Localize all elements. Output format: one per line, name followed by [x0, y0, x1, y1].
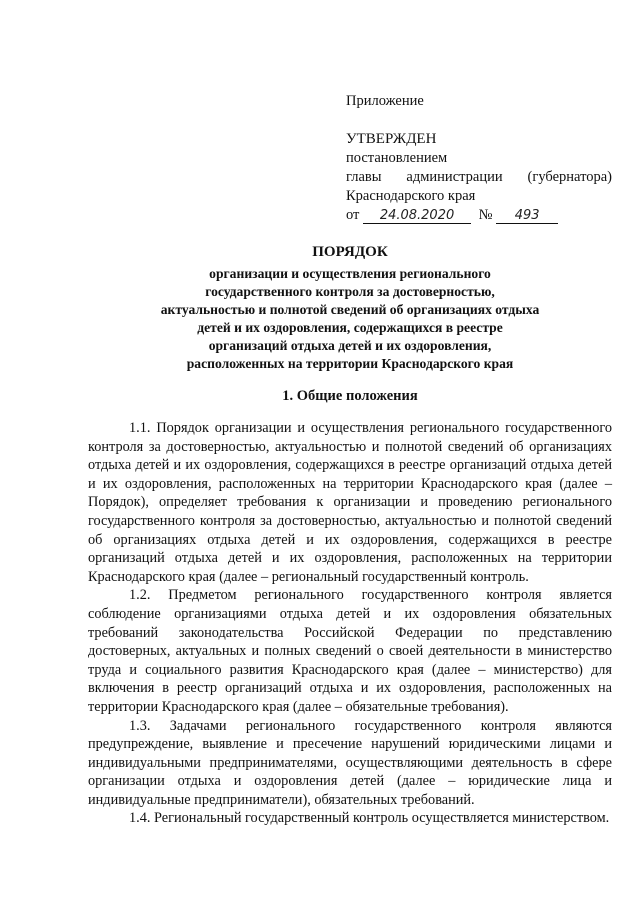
approval-line-2: [346, 168, 612, 187]
paragraph: 1.3. Задачами регионального государственного контроля являются предупреждение, выявление и пресечение нарушений юридическими лицами и индивидуальными предпринимателями, осуществляющими деятельность в сфере организации отдыха и оздоровления детей (далее – юридические лица и индивидуальные предприниматели), обязательных требований.: [88, 717, 612, 808]
title-line: организаций отдыха детей и их оздоровления,: [208, 338, 492, 353]
number-value: 493: [496, 208, 558, 224]
number-prefix: №: [478, 207, 493, 223]
paragraph: 1.4. Региональный государственный контроль осуществляется министерством.: [129, 810, 610, 827]
approval-line-3: Краснодарского края: [346, 188, 476, 204]
date-prefix: от: [346, 207, 360, 223]
paragraph: 1.1. Порядок организации и осуществления регионального государственного контроля за достоверностью, актуальностью и полнотой сведений об организациях отдыха детей и их оздоровления, содержащихся в реестре организаций отдыха детей и их оздоровления, расположенных на территории Краснодарского края (далее – Порядок), определяет требования к организации и проведению регионального государственного контроля за достоверностью, актуальностью и полнотой сведений об организациях отдыха детей и их оздоровления, содержащихся в реестре организаций отдыха детей и их оздоровления, расположенных на территории Краснодарского края (далее – региональный государственный контроль.: [88, 420, 612, 585]
approval-word-3: (губернатора): [527, 169, 612, 185]
section-heading: 1. Общие положения: [282, 388, 418, 404]
approval-word-2: администрации: [406, 169, 503, 185]
approval-line-1: постановлением: [346, 150, 448, 166]
document-title: [100, 244, 600, 373]
paragraph: 1.2. Предметом регионального государственного контроля является соблюдение организациями отдыха детей и их оздоровления обязательных требований законодательства Российской Федерации по представлению достоверных, актуальных и полных сведений о своей деятельности в министерство труда и социального развития Краснодарского края (далее – министерство) для включения в реестр организаций отдыха и их оздоровления, расположенных на территории Краснодарского края (далее – обязательные требования).: [88, 587, 612, 715]
approved-label: УТВЕРЖДЕН: [346, 131, 437, 147]
title-line: актуальностью и полнотой сведений об организациях отдыха: [160, 302, 540, 317]
title-line: расположенных на территории Краснодарского края: [186, 356, 514, 371]
document-body: [88, 419, 612, 828]
approval-block: [346, 92, 612, 225]
title-line: детей и их оздоровления, содержащихся в реестре: [197, 320, 503, 335]
approval-word-1: главы: [346, 169, 382, 185]
date-value: 24.08.2020: [363, 208, 471, 224]
title-line: организации и осуществления регионального: [209, 266, 491, 281]
appendix-label: Приложение: [346, 93, 424, 109]
title-line: государственного контроля за достоверностью,: [205, 284, 495, 299]
title-heading: ПОРЯДОК: [312, 244, 388, 260]
date-number-line: [346, 206, 612, 225]
